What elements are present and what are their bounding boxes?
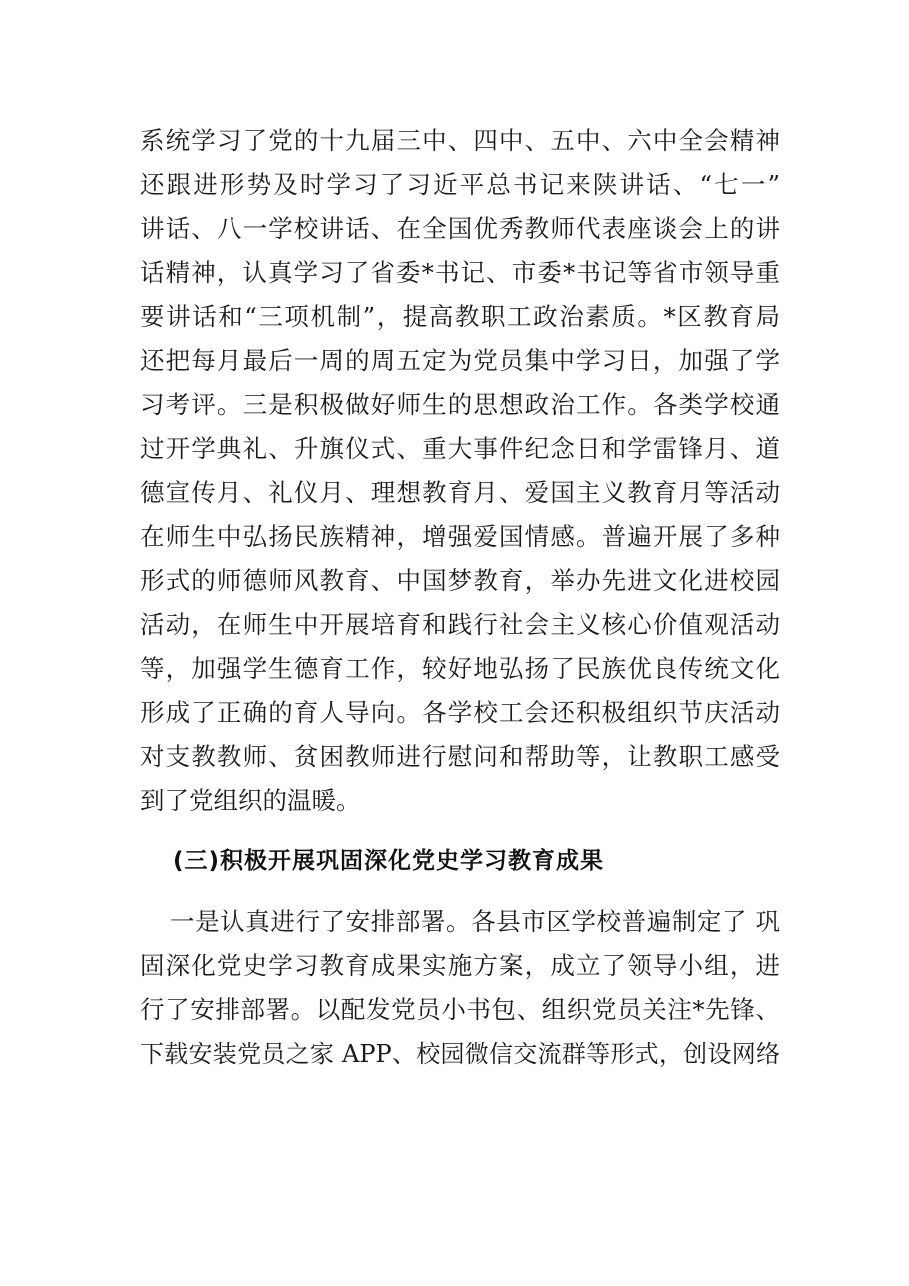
paragraph-line: 讲话、八一学校讲话、在全国优秀教师代表座谈会上的讲 — [140, 214, 780, 243]
paragraph-line: 固深化党史学习教育成果实施方案，成立了领导小组，进 — [140, 951, 780, 980]
paragraph-line: 习考评。三是积极做好师生的思想政治工作。各类学校通 — [140, 390, 780, 419]
paragraph-line: 到了党组织的温暖。 — [140, 786, 361, 815]
paragraph-line: 系统学习了党的十九届三中、四中、五中、六中全会精神 — [140, 126, 780, 155]
paragraph-line: 话精神，认真学习了省委*书记、市委*书记等省市领导重 — [140, 258, 780, 287]
paragraph-line: 形成了正确的育人导向。各学校工会还积极组织节庆活动 — [140, 698, 780, 727]
paragraph-line: 还跟进形势及时学习了习近平总书记来陕讲话、“七一” — [140, 170, 780, 199]
paragraph-line: 德宣传月、礼仪月、理想教育月、爱国主义教育月等活动 — [140, 478, 780, 507]
paragraph-line: 一是认真进行了安排部署。各县市区学校普遍制定了 巩 — [170, 907, 780, 936]
section-heading: (三)积极开展巩固深化党史学习教育成果 — [173, 848, 605, 874]
paragraph-line: 等，加强学生德育工作，较好地弘扬了民族优良传统文化 — [140, 654, 780, 683]
paragraph-line: 要讲话和“三项机制”，提高教职工政治素质。*区教育局 — [140, 302, 780, 331]
paragraph-line: 下载安装党员之家 APP、校园微信交流群等形式，创设网络 — [140, 1040, 780, 1068]
paragraph-line: 过开学典礼、升旗仪式、重大事件纪念日和学雷锋月、道 — [140, 434, 780, 463]
paragraph-line: 形式的师德师风教育、中国梦教育，举办先进文化进校园 — [140, 566, 780, 595]
paragraph-line: 还把每月最后一周的周五定为党员集中学习日，加强了学 — [140, 346, 780, 375]
paragraph-line: 在师生中弘扬民族精神，增强爱国情感。普遍开展了多种 — [140, 522, 780, 551]
paragraph-line: 活动，在师生中开展培育和践行社会主义核心价值观活动 — [140, 610, 780, 639]
paragraph-line: 对支教教师、贫困教师进行慰问和帮助等，让教职工感受 — [140, 742, 780, 771]
paragraph-line: 行了安排部署。以配发党员小书包、组织党员关注*先锋、 — [140, 995, 780, 1024]
